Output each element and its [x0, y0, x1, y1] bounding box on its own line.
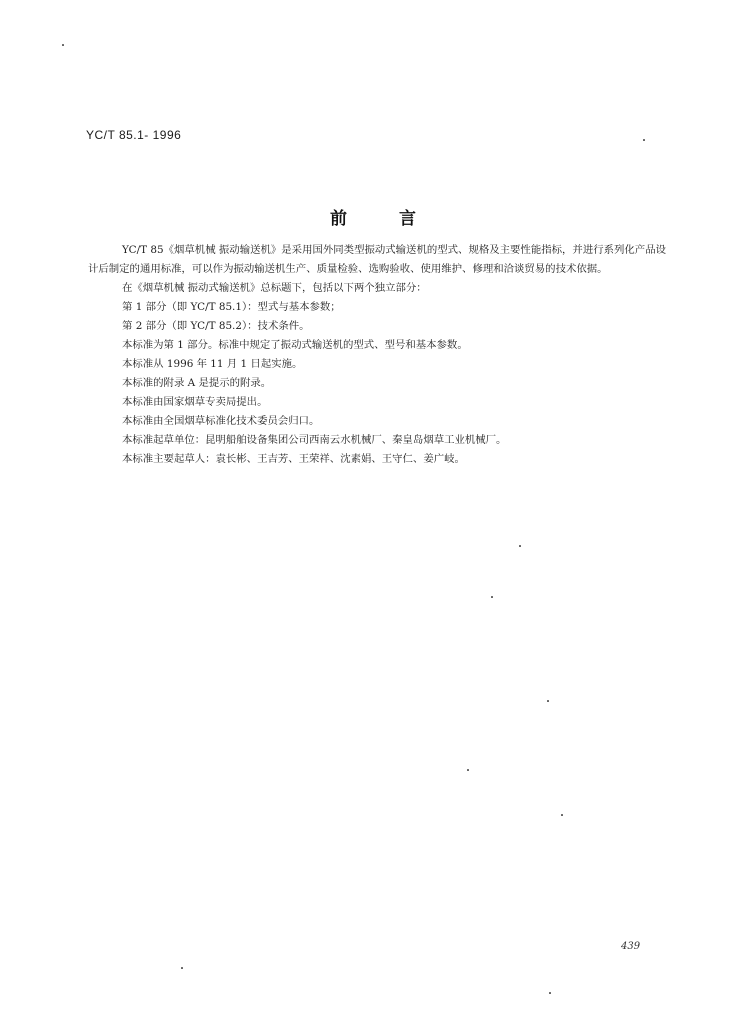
- scan-speck: [467, 769, 469, 771]
- text-line: 本标准的附录 A 是提示的附录。: [122, 377, 272, 389]
- page-number: 439: [621, 941, 641, 952]
- text-line: 第 2 部分（即 YC/T 85.2）：技术条件。: [122, 320, 310, 332]
- page-title: 前言: [330, 209, 468, 229]
- text-line: 本标准从 1996 年 11 月 1 日起实施。: [122, 358, 303, 370]
- scan-speck: [549, 992, 551, 994]
- intro-paragraph: YC/T 85《烟草机械 振动输送机》是采用国外同类型振动式输送机的型式、规格及主要性能指标，并进行系列化产品设计后制定的通用标准，可以作为振动输送机生产、质量检验、选购验收、使用维护、修理和洽谈贸易的技术依据。: [88, 244, 666, 275]
- body-text: [88, 241, 666, 469]
- standard-code: YC/T 85.1- 1996: [86, 128, 182, 142]
- text-line: 在《烟草机械 振动式输送机》总标题下，包括以下两个独立部分：: [122, 282, 427, 294]
- scan-speck: [561, 814, 563, 816]
- text-line: 本标准主要起草人：袁长彬、王吉芳、王荣祥、沈素娟、王守仁、姜广岐。: [122, 453, 465, 465]
- scan-speck: [62, 44, 64, 46]
- text-line: 本标准由国家烟草专卖局提出。: [122, 396, 268, 408]
- scan-speck: [181, 967, 183, 969]
- scan-speck: [643, 139, 645, 141]
- text-line: 本标准起草单位：昆明船舶设备集团公司西南云水机械厂、秦皇岛烟草工业机械厂。: [122, 434, 507, 446]
- scan-speck: [491, 596, 493, 598]
- text-line: 本标准由全国烟草标准化技术委员会归口。: [122, 415, 320, 427]
- text-line: 本标准为第 1 部分。标准中规定了振动式输送机的型式、型号和基本参数。: [122, 339, 468, 351]
- scan-speck: [519, 545, 521, 547]
- scan-speck: [547, 700, 549, 702]
- text-line: 第 1 部分（即 YC/T 85.1）：型式与基本参数；: [122, 301, 341, 313]
